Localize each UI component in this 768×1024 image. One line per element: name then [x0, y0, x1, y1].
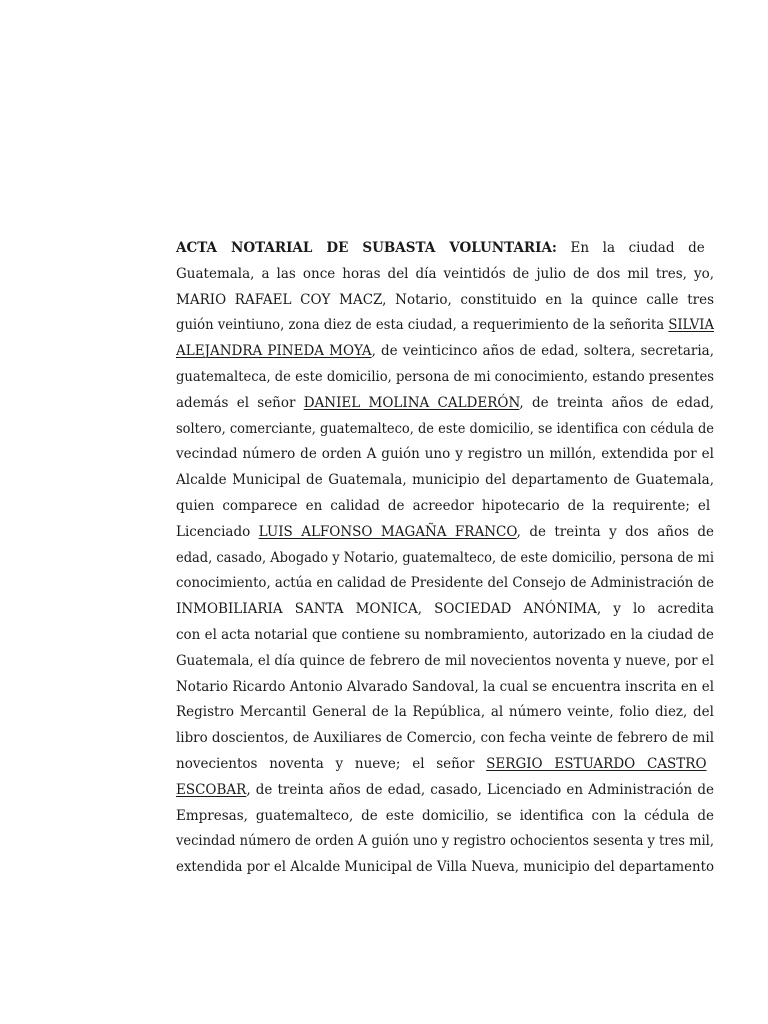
line-text: además el señor: [176, 394, 304, 411]
document-line: [176, 597, 714, 623]
line-text: MARIO RAFAEL COY MACZ, Notario, constituido en la quince calle tres: [176, 291, 714, 308]
line-text: vecindad número de orden A guión uno y registro un millón, extendida por el: [176, 446, 714, 463]
line-text: guatemalteca, de este domicilio, persona de mi conocimiento, estando presentes: [176, 368, 714, 385]
line-text: conocimiento, actúa en calidad de Presidente del Consejo de Administración de: [176, 575, 714, 592]
document-line: [176, 700, 714, 726]
line-text: Empresas, guatemalteco, de este domicilio, se identifica con la cédula de: [176, 807, 714, 824]
document-line: [176, 365, 714, 391]
line-text: Licenciado: [176, 523, 259, 540]
document-line: [176, 855, 714, 881]
line-text: Notario Ricardo Antonio Alvarado Sandoval, la cual se encuentra inscrita en el: [176, 678, 714, 695]
party-name: SILVIA: [668, 317, 714, 334]
line-text: edad, casado, Abogado y Notario, guatemalteco, de este domicilio, persona de mi: [176, 549, 714, 566]
party-name: LUIS ALFONSO MAGAÑA FRANCO: [258, 523, 517, 540]
document-heading: ACTA NOTARIAL DE SUBASTA VOLUNTARIA:: [176, 240, 557, 256]
line-text: Guatemala, a las once horas del día veintidós de julio de dos mil tres, yo,: [176, 265, 714, 282]
document-line: [176, 339, 714, 365]
document-line: [176, 649, 714, 675]
line-text: guión veintiuno, zona diez de esta ciudad, a requerimiento de la señorita: [176, 317, 669, 334]
document-line: [176, 468, 714, 494]
line-text: libro doscientos, de Auxiliares de Comercio, con fecha veinte de febrero de mil: [176, 730, 714, 747]
line-text: , de treinta años de edad, casado, Licenciado en Administración de: [246, 781, 714, 798]
document-line: [176, 804, 714, 830]
party-name: SERGIO ESTUARDO CASTRO: [486, 755, 707, 772]
document-line: [176, 236, 714, 262]
document-line: [176, 829, 714, 855]
document-body: [176, 236, 714, 881]
line-text: Registro Mercantil General de la República, al número veinte, folio diez, del: [176, 704, 714, 721]
document-line: [176, 262, 714, 288]
line-text: vecindad número de orden A guión uno y registro ochocientos sesenta y tres mil,: [176, 833, 714, 850]
line-text: Guatemala, el día quince de febrero de mil novecientos noventa y nueve, por el: [176, 652, 714, 669]
party-name: DANIEL MOLINA CALDERÓN: [303, 394, 520, 411]
document-line: [176, 417, 714, 443]
document-line: [176, 571, 714, 597]
document-line: [176, 778, 714, 804]
line-text: novecientos noventa y nueve; el señor: [176, 755, 487, 772]
document-line: [176, 623, 713, 649]
document-line: [176, 546, 714, 572]
party-name: ESCOBAR: [176, 781, 247, 798]
document-line: [176, 288, 714, 314]
line-text: , de treinta y dos años de: [516, 523, 715, 540]
line-text: , de veinticinco años de edad, soltera, secretaria,: [371, 343, 714, 360]
document-line: [176, 752, 714, 778]
document-line: [176, 391, 714, 417]
document-line: [176, 675, 712, 701]
line-text: extendida por el Alcalde Municipal de Villa Nueva, municipio del departamento: [176, 859, 714, 876]
line-text: INMOBILIARIA SANTA MONICA, SOCIEDAD ANÓNIMA, y lo acredita: [176, 601, 714, 618]
document-line: [176, 494, 714, 520]
line-text: soltero, comerciante, guatemalteco, de este domicilio, se identifica con cédula de: [176, 420, 714, 437]
line-text: , de treinta años de edad,: [519, 394, 714, 411]
line-text: Alcalde Municipal de Guatemala, municipio del departamento de Guatemala,: [176, 472, 714, 489]
document-line: [176, 520, 714, 546]
document-line: [176, 313, 714, 339]
line-text: con el acta notarial que contiene su nombramiento, autorizado en la ciudad de: [176, 626, 714, 643]
document-line: [176, 442, 714, 468]
party-name: ALEJANDRA PINEDA MOYA: [176, 343, 372, 360]
line-text: quien comparece en calidad de acreedor hipotecario de la requirente; el: [176, 497, 711, 514]
document-line: [176, 726, 714, 752]
line-text: En la ciudad de: [556, 240, 705, 256]
